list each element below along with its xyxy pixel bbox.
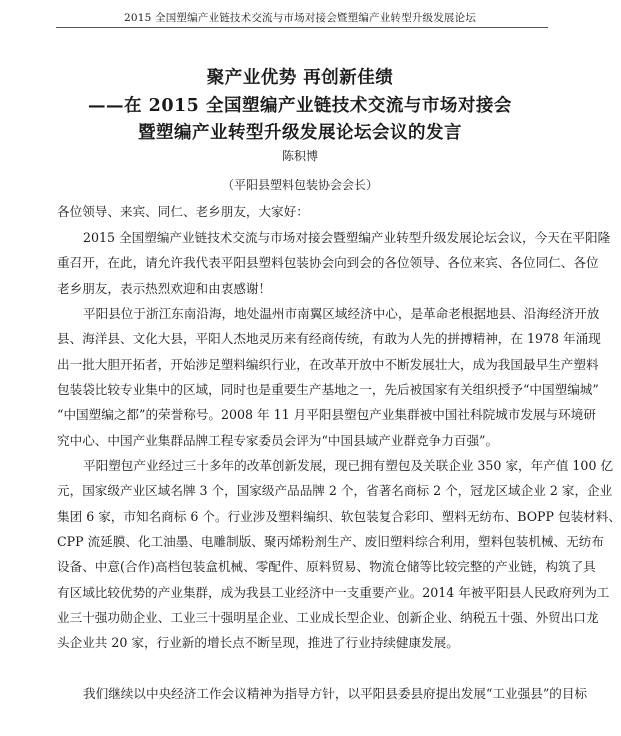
paragraph-line: 我们继续以中央经济工作会议精神为指导方针，以平阳县委县府提出发展“工业强县”的目标 [83,686,588,701]
title-line-2: ——在 2015 全国塑编产业链技术交流与市场对接会 [88,96,512,116]
paragraph-line: 2015 全国塑编产业链技术交流与市场对接会暨塑编产业转型升级发展论坛会议，今天在平阳隆 [83,230,611,245]
paragraph-line: 平阳县位于浙江东南沿海，地处温州市南翼区域经济中心，是革命老根据地县、沿海经济开放 [83,306,600,321]
paragraph-line: 县、海洋县、文化大县，平阳人杰地灵历来有经商传统，有敢为人先的拼搏精神，在 1978 年涌现 [57,331,601,347]
affiliation: （平阳县塑料包装协会会长） [221,178,378,192]
paragraph-line: 集团 6 家，市知名商标 6 个。行业涉及塑料编织、软包装复合彩印、塑料无纺布、BOPP 包装材料、 [57,508,621,524]
author: 陈积博 [281,149,318,163]
paragraph-line: 有区域比较优势的产业集群，成为我县工业经济中一支重要产业。2014 年被平阳县人民政府列为工 [57,584,610,600]
paragraph-line: 出一批大胆开拓者，开始涉足塑料编织行业，在改革开放中不断发展壮大，成为我国最早生产塑料 [57,356,599,372]
paragraph-line: “中国塑编之都”的荣誉称号。2008 年 11 月平阳县塑包产业集群被中国社科院城市发展与环境研 [57,407,596,423]
paragraph-line: 老乡朋友，表示热烈欢迎和由衷感谢！ [57,280,272,296]
paragraph-line: 业三十强功勋企业、工业三十强明星企业、工业成长型企业、创新企业、纳税五十强、外贸出口龙 [57,609,599,625]
header-rule [56,27,548,28]
paragraph-line: 元，国家级产业区域名牌 3 个，国家级产品品牌 2 个，省著名商标 2 个，冠龙区域企业 2 家，企业 [57,483,613,499]
paragraph-line: CPP 流延膜、化工油墨、电雕制版、聚丙烯粉剂生产、废旧塑料综合利用，塑料包装机械、无纺布 [57,533,604,549]
title-line-3: 暨塑编产业转型升级发展论坛会议的发言 [138,123,462,143]
paragraph-line: 设备、中意(合作)高档包装盒机械、零配件、原料贸易、物流仓储等比较完整的产业链，构筑了具 [57,559,596,575]
paragraph-line: 平阳塑包产业经过三十多年的改革创新发展，现已拥有塑包及关联企业 350 家，年产值 100 亿 [83,458,614,473]
salutation: 各位领导、来宾、同仁、老乡朋友，大家好： [57,204,309,219]
paragraph-line: 究中心、中国产业集群品牌工程专家委员会评为“中国县域产业群竞争力百强”。 [57,432,499,448]
title-line-1: 聚产业优势 再创新佳绩 [206,68,394,88]
paragraph-line: 包装袋比较专业集中的区域，同时也是重要生产基地之一，先后被国家有关组织授予“中国塑编城” [57,381,599,397]
paragraph-line: 重召开，在此，请允许我代表平阳县塑料包装协会向到会的各位领导、各位来宾、各位同仁、各位 [57,255,599,271]
running-header: 2015 全国塑编产业链技术交流与市场对接会暨塑编产业转型升级发展论坛 [123,12,477,24]
paragraph-line: 头企业共 20 家，行业新的增长点不断呈现，推进了行业持续健康发展。 [57,635,459,651]
